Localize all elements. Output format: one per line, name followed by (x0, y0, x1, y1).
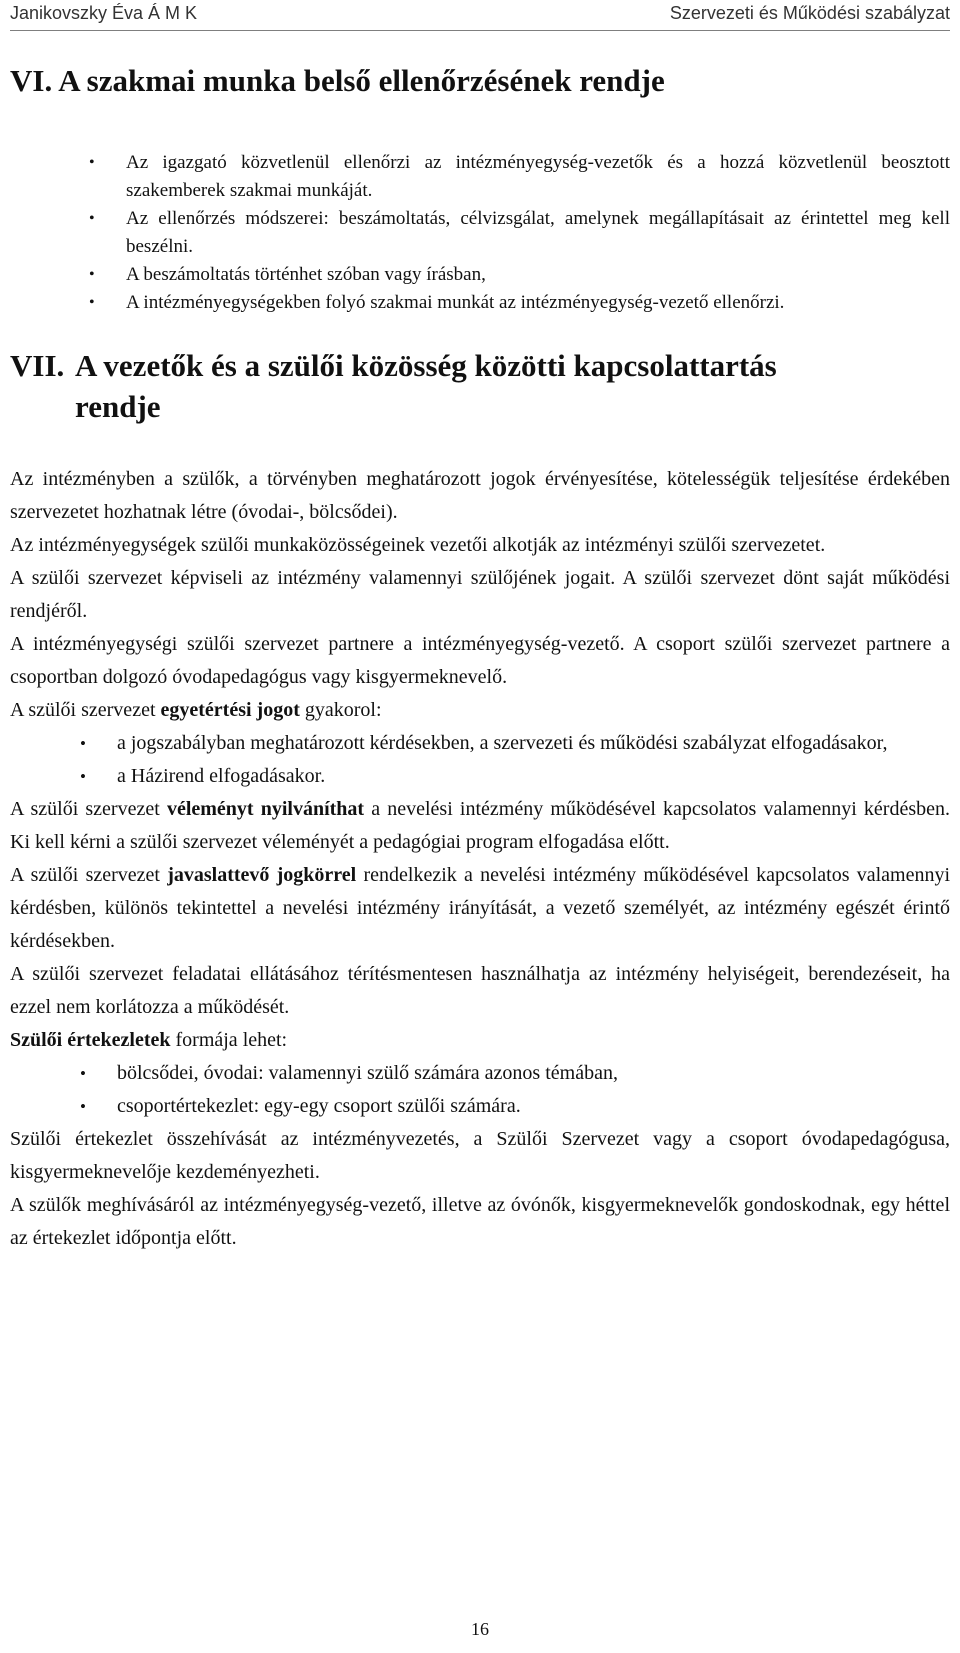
list-item-text: a Házirend elfogadásakor. (117, 765, 326, 788)
paragraph-text: formája lehet: (170, 1029, 288, 1052)
paragraph (10, 1024, 950, 1057)
bullet-icon: • (80, 1064, 86, 1084)
bullet-icon: • (89, 210, 95, 228)
paragraph: Az intézményegységek szülői munkaközösségeinek vezetői alkotják az intézményi szülői szervezetet. (10, 534, 826, 557)
bullet-icon: • (89, 266, 95, 284)
list-item-text: A intézményegységekben folyó szakmai munkát az intézményegység-vezető ellenőrzi. (126, 292, 785, 314)
paragraph: Szülői értekezlet összehívását az intézményvezetés, a Szülői Szervezet vagy a csoport óvodapedagógusa, kisgyermeknevelője kezdeményezheti. (10, 1128, 950, 1184)
paragraph (10, 694, 950, 727)
paragraph-text: gyakorol: (299, 699, 382, 722)
section-7-title (10, 345, 950, 427)
bullet-icon: • (89, 154, 95, 172)
paragraph-text: a nevelési intézmény működésével kapcsolatos valamennyi kérdésben. Ki kell kérni a szülői szervezet véleményét a pedagógiai program elfogadása előtt. (10, 798, 951, 854)
list-item-text: csoportértekezlet: egy-egy csoport szülői számára. (117, 1095, 521, 1118)
list-item (10, 760, 950, 793)
list-item (10, 289, 950, 317)
paragraph-text: A szülői szervezet (10, 798, 167, 821)
paragraph (10, 793, 950, 859)
list-item (10, 1057, 950, 1090)
bold-text: véleményt nyilváníthat (166, 798, 365, 821)
paragraph (10, 859, 950, 958)
bullet-icon: • (80, 767, 86, 787)
paragraph-text: A szülői szervezet (10, 864, 168, 887)
list-item (10, 205, 950, 261)
section-7-title-line1: A vezetők és a szülői közösség közötti kapcsolattartás (75, 348, 777, 384)
list-item (10, 1090, 950, 1123)
meeting-types-list (10, 1057, 950, 1123)
list-item (10, 261, 950, 289)
paragraph-text: A szülői szervezet (10, 699, 161, 722)
bold-text: Szülői értekezletek (10, 1029, 171, 1052)
list-item-text: Az ellenőrzés módszerei: beszámoltatás, célvizsgálat, amelynek megállapításait az érintettel meg kell beszélni. (126, 208, 950, 258)
list-item-text: Az igazgató közvetlenül ellenőrzi az intézményegység-vezetők és a hozzá közvetlenül beosztott szakemberek szakmai munkáját. (126, 152, 950, 202)
paragraph: A szülői szervezet feladatai ellátásához térítésmentesen használhatja az intézmény helyiségeit, berendezéseit, ha ezzel nem korlátozza a működését. (10, 963, 950, 1019)
bold-text: javaslattevő jogkörrel (167, 864, 357, 887)
paragraph: Az intézményben a szülők, a törvényben meghatározott jogok érvényesítése, kötelességük teljesítése érdekében szervezetet hozhatnak létre (óvodai-, bölcsődei). (10, 468, 950, 524)
list-item (10, 149, 950, 205)
section-7-title-line2: rendje (75, 389, 161, 425)
list-item-text: bölcsődei, óvodai: valamennyi szülő számára azonos témában, (117, 1062, 618, 1085)
bold-text: egyetértési jogot (160, 699, 300, 722)
page-number: 16 (471, 1619, 489, 1639)
consent-rights-list (10, 727, 950, 793)
header-author: Janikovszky Éva Á M K (10, 3, 198, 23)
bullet-icon: • (80, 1097, 86, 1117)
header-document-title: Szervezeti és Működési szabályzat (669, 3, 950, 23)
section-6-title: VI. A szakmai munka belső ellenőrzésének rendje (10, 63, 665, 98)
list-item-text: A beszámoltatás történhet szóban vagy írásban, (126, 264, 486, 286)
list-item (10, 727, 950, 760)
section-7-body (10, 463, 950, 1255)
paragraph: A intézményegységi szülői szervezet partnere a intézményegység-vezető. A csoport szülői szervezet partnere a csoportban dolgozó óvodapedagógus vagy kisgyermeknevelő. (10, 633, 950, 689)
page-header (10, 0, 950, 31)
bullet-icon: • (80, 734, 86, 754)
bullet-icon: • (89, 294, 95, 312)
section-7-number: VII. (10, 348, 65, 384)
page-content (10, 62, 950, 1255)
list-item-text: a jogszabályban meghatározott kérdésekben, a szervezeti és működési szabályzat elfogadásakor, (117, 732, 888, 755)
paragraph-text: rendelkezik a nevelési intézmény működésével kapcsolatos valamennyi kérdésben, különös tekintettel a nevelési intézmény irányítását, a vezető személyét, az intézmény egészét érintő kérdésekben. (10, 864, 951, 953)
section-6-list (10, 149, 950, 317)
paragraph: A szülői szervezet képviseli az intézmény valamennyi szülőjének jogait. A szülői szervezet dönt saját működési rendjéről. (10, 567, 950, 623)
paragraph: A szülők meghívásáról az intézményegység-vezető, illetve az óvónők, kisgyermeknevelők gondoskodnak, egy héttel az értekezlet időpontja előtt. (10, 1194, 950, 1250)
